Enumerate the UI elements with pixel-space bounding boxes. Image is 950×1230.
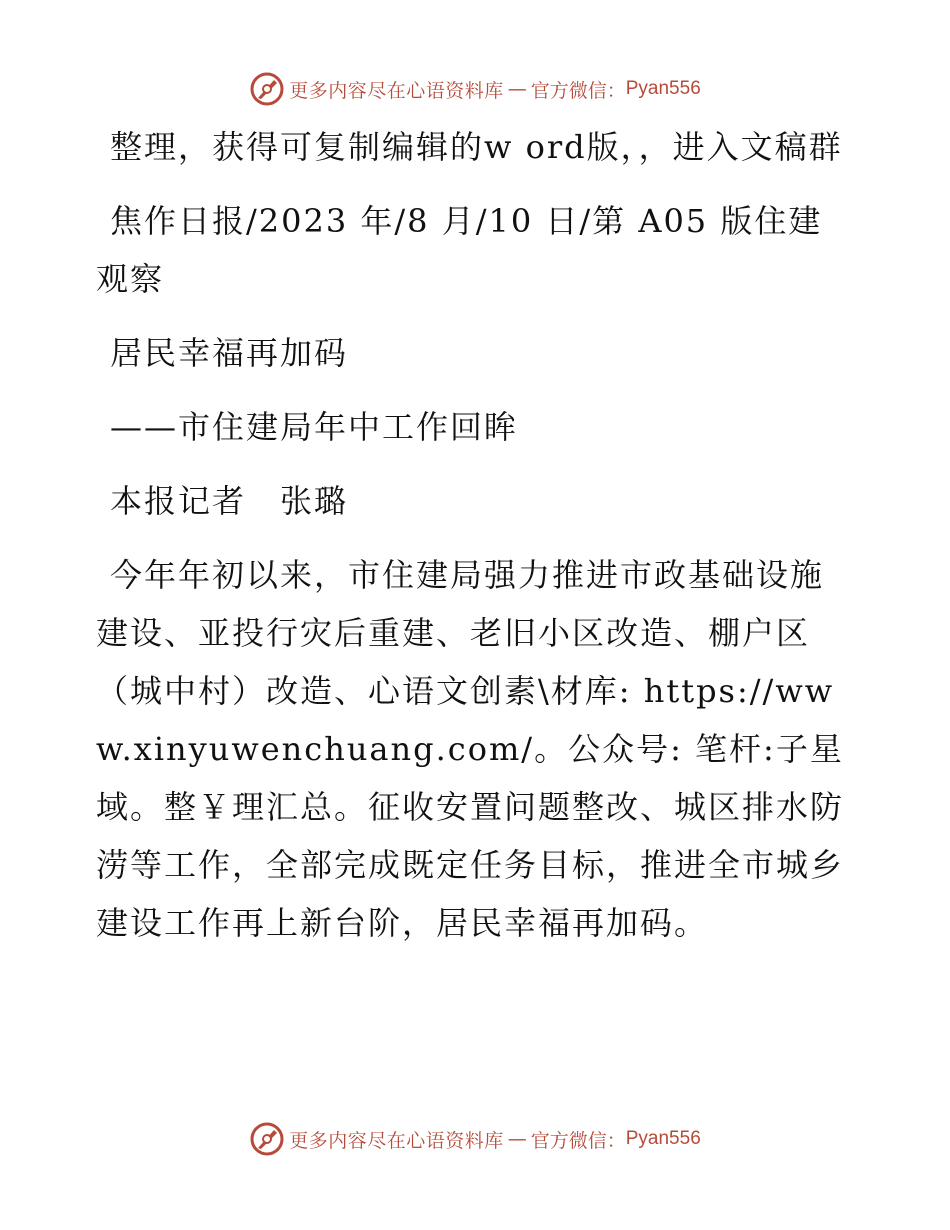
- quill-logo-icon: [249, 71, 285, 107]
- paragraph-intro: 整理，获得可复制编辑的w ord版，，进入文稿群: [110, 128, 843, 166]
- footer-text: 更多内容尽在心语资料库: [289, 1129, 504, 1152]
- paragraph-source: 焦作日报/2023 年/8 月/10 日/第 A05 版住建观察: [96, 202, 823, 298]
- article-subtitle: ——市住建局年中工作回眸: [110, 408, 519, 446]
- article-title: 居民幸福再加码: [110, 334, 349, 372]
- footer-contact-label: 官方微信：: [530, 1129, 626, 1152]
- footer-contact-id: Pyan556: [625, 1128, 701, 1149]
- header-contact-id: Pyan556: [625, 78, 701, 99]
- header-dash: —: [507, 78, 527, 100]
- header-banner: [0, 69, 950, 109]
- paragraph-main: 今年年初以来，市住建局强力推进市政基础设施建设、亚投行灾后重建、老旧小区改造、棚户区（城中村）改造、心语文创素\材库: https://www.xinyuwenchuang.com/。公众号: 笔杆:子星域。整￥理汇总。征收安置问题整改、城区排水防涝等工作，全部完成既定任务目标，推进全市城乡建设工作再上新台阶，居民幸福再加码。: [96, 556, 845, 942]
- footer-banner: [0, 1119, 950, 1159]
- quill-logo-icon: [249, 1121, 285, 1157]
- document-body: [96, 118, 856, 968]
- header-text: 更多内容尽在心语资料库: [289, 79, 504, 102]
- footer-dash: —: [507, 1128, 527, 1150]
- article-byline: 本报记者 张璐: [110, 482, 349, 520]
- header-contact-label: 官方微信：: [530, 79, 626, 102]
